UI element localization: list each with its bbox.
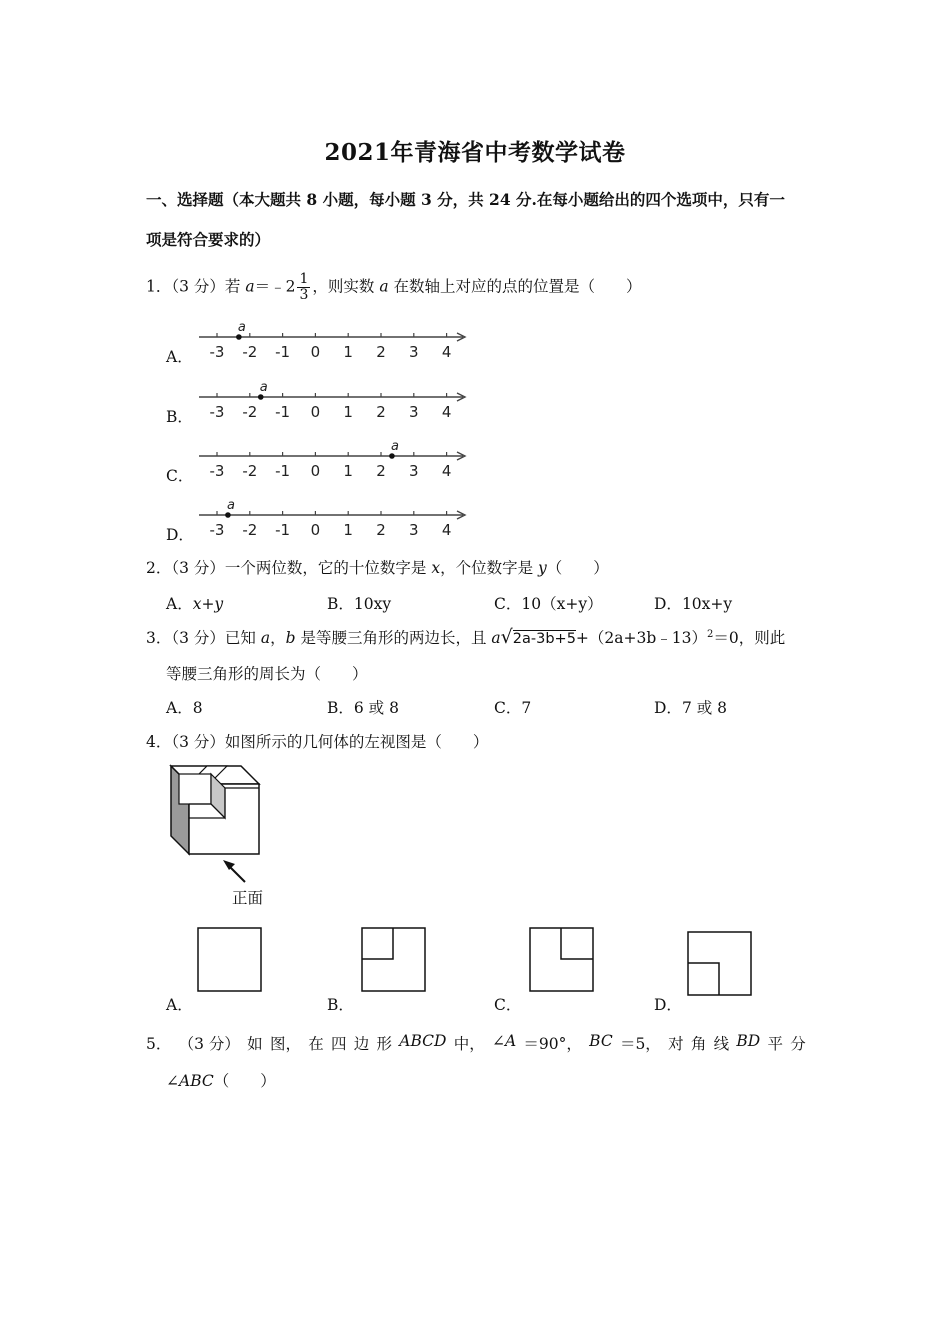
tick-label: 4 bbox=[441, 403, 452, 421]
tick-label: -2 bbox=[242, 343, 258, 361]
tick-label: 4 bbox=[441, 521, 452, 539]
number-line-b bbox=[195, 375, 475, 423]
notch-inner bbox=[179, 774, 211, 804]
q4-option-b-label: B． bbox=[327, 996, 354, 1014]
tick-label: 4 bbox=[441, 343, 452, 361]
tick-label: 0 bbox=[310, 462, 321, 480]
section-heading: 一、选择题（本大题共 8 小题，每小题 3 分，共 24 分.在每小题给出的四个选项中，只有一 bbox=[146, 190, 785, 209]
q4-option-c-label: C． bbox=[494, 996, 522, 1014]
tick-label: -3 bbox=[209, 343, 225, 361]
view-option-b-figure bbox=[360, 926, 430, 996]
q1-option-d-label: D． bbox=[166, 526, 194, 544]
q3-option-b: B．6 或 8 bbox=[327, 699, 399, 717]
tick-label: -1 bbox=[275, 462, 291, 480]
q1-number: 1． bbox=[146, 277, 172, 296]
q5-word: 5． bbox=[146, 1035, 172, 1053]
q2-option-a: A．x+y bbox=[166, 595, 224, 613]
tick-label: 0 bbox=[310, 521, 321, 539]
tick-label: 2 bbox=[376, 462, 386, 480]
q5-word: 平 bbox=[767, 1035, 783, 1053]
question-2: 2．（3 分）一个两位数，它的十位数字是 x，个位数字是 y（ ） bbox=[146, 559, 609, 577]
q3-option-c: C．7 bbox=[494, 699, 532, 717]
q5-word: ＝5， bbox=[619, 1035, 661, 1053]
point-a-marker bbox=[236, 334, 242, 340]
view-option-d-figure bbox=[686, 930, 756, 1000]
q1-fraction: $\frac{1}{3}$ bbox=[299, 271, 309, 303]
q1-option-b-label: B． bbox=[166, 408, 193, 426]
point-a-label: a bbox=[226, 498, 235, 513]
q5-word: 形 bbox=[376, 1035, 393, 1053]
q5-word: 对 bbox=[668, 1035, 684, 1053]
tick-label: 2 bbox=[376, 343, 386, 361]
tick-label: -2 bbox=[242, 403, 258, 421]
q1-option-a-label: A． bbox=[166, 348, 193, 366]
tick-label: 2 bbox=[376, 521, 386, 539]
tick-label: -2 bbox=[242, 462, 258, 480]
q5-word: 如 bbox=[247, 1035, 263, 1053]
q4-option-a-label: A． bbox=[166, 996, 193, 1014]
q4-option-d-label: D． bbox=[654, 996, 682, 1014]
question-3-cont: 等腰三角形的周长为（ ） bbox=[166, 665, 368, 683]
tick-label: 1 bbox=[343, 343, 353, 361]
tick-label: 1 bbox=[343, 521, 353, 539]
tick-label: 2 bbox=[376, 403, 386, 421]
number-line-d bbox=[195, 493, 475, 541]
number-line-c bbox=[195, 434, 475, 482]
tick-label: 3 bbox=[409, 343, 419, 361]
section-heading-cont: 项是符合要求的） bbox=[146, 230, 271, 249]
tick-label: 1 bbox=[343, 403, 353, 421]
q5-word: ∠A bbox=[491, 1032, 517, 1050]
q1-option-c-label: C． bbox=[166, 467, 194, 485]
tick-label: -2 bbox=[242, 521, 258, 539]
view-option-a-figure bbox=[196, 926, 266, 996]
q4-number: 4． bbox=[146, 733, 172, 751]
number-line-a bbox=[195, 315, 475, 363]
tick-label: -1 bbox=[275, 343, 291, 361]
view-option-c-figure bbox=[528, 926, 598, 996]
question-3: 3．（3 分）已知 a，b 是等腰三角形的两边长，且 a√2a-3b+5+（2a+3b﹣13）$^2$＝0，则此 bbox=[146, 626, 786, 648]
q2-number: 2． bbox=[146, 559, 172, 577]
q5-word: 边 bbox=[353, 1035, 370, 1053]
tick-label: 0 bbox=[310, 403, 321, 421]
point-a-label: a bbox=[390, 439, 399, 454]
q5-word: 图， bbox=[269, 1035, 301, 1053]
point-a-label: a bbox=[259, 380, 268, 395]
q5-word: ABCD bbox=[399, 1032, 447, 1050]
q5-word: 角 bbox=[690, 1035, 707, 1053]
question-1: 1．（3 分）若 a＝﹣2 $\frac{1}{3}$ ，则实数 a 在数轴上对应的点的位置是（ ） bbox=[146, 271, 642, 303]
q2-option-c: C．10（x+y） bbox=[494, 595, 603, 613]
tick-label: -3 bbox=[209, 521, 225, 539]
tick-label: 1 bbox=[343, 462, 353, 480]
tick-label: 3 bbox=[409, 462, 419, 480]
q5-word: 线 bbox=[713, 1035, 730, 1053]
question-4: 4．（3 分）如图所示的几何体的左视图是（ ） bbox=[146, 733, 489, 751]
tick-label: -1 bbox=[275, 521, 291, 539]
q5-word: 四 bbox=[330, 1035, 347, 1053]
q5-word: 中， bbox=[453, 1035, 485, 1053]
point-a-marker bbox=[389, 453, 395, 459]
q3-number: 3． bbox=[146, 629, 172, 647]
question-5-cont: ∠ABC（ ） bbox=[166, 1072, 276, 1090]
point-a-marker bbox=[258, 394, 264, 400]
tick-label: -3 bbox=[209, 462, 225, 480]
q5-word: （3 分） bbox=[178, 1035, 240, 1053]
sqrt-radicand: 2a-3b+5 bbox=[512, 631, 576, 647]
tick-label: 4 bbox=[441, 462, 452, 480]
front-arrow-head bbox=[223, 860, 235, 870]
page-title: 2021年青海省中考数学试卷 bbox=[324, 139, 626, 166]
q3-option-a: A．8 bbox=[166, 699, 203, 717]
tick-label: 3 bbox=[409, 403, 419, 421]
front-view-label: 正面 bbox=[232, 889, 264, 907]
tick-label: 0 bbox=[310, 343, 321, 361]
q2-option-b: B．10xy bbox=[327, 595, 392, 613]
sqrt-symbol: √ bbox=[500, 626, 513, 648]
point-a-marker bbox=[225, 512, 231, 518]
question-5 bbox=[146, 1032, 806, 1054]
q5-word: ＝90°， bbox=[523, 1035, 582, 1053]
q3-option-d: D．7 或 8 bbox=[654, 699, 728, 717]
tick-label: -3 bbox=[209, 403, 225, 421]
q5-word: 分 bbox=[790, 1035, 806, 1053]
q5-word: BC bbox=[589, 1032, 613, 1050]
point-a-label: a bbox=[237, 320, 246, 335]
q5-word: BD bbox=[736, 1032, 761, 1050]
q5-word: 在 bbox=[308, 1035, 324, 1053]
tick-label: 3 bbox=[409, 521, 419, 539]
q2-option-d: D．10x+y bbox=[654, 595, 733, 613]
tick-label: -1 bbox=[275, 403, 291, 421]
